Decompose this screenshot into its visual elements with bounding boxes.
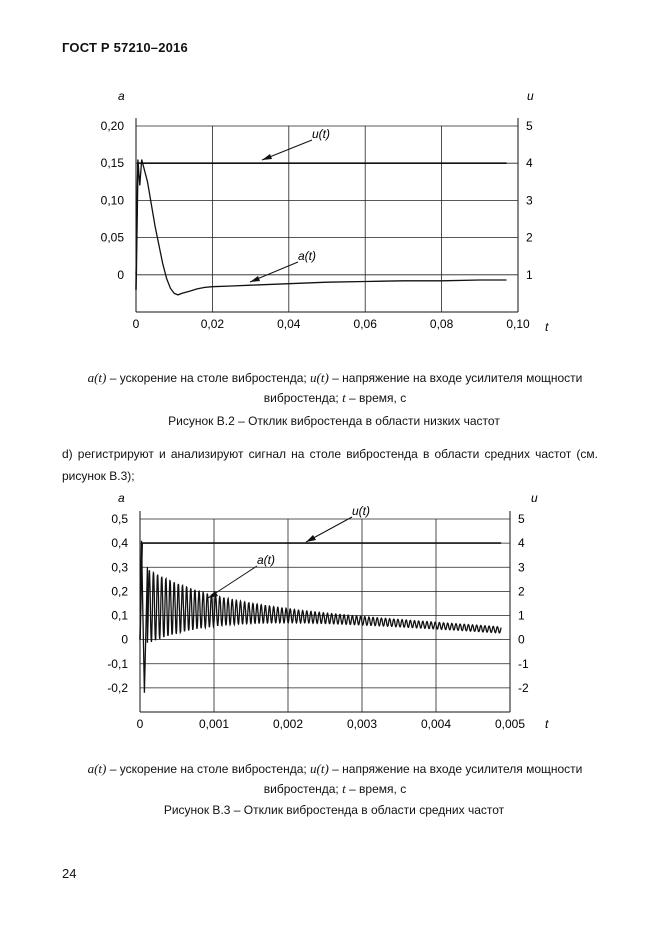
chart1-y-right-tick-label: 1 [526,267,533,282]
chart1-y-left-tick-label: 0,05 [100,230,124,245]
chart2-y-right-tick-label: 2 [518,584,525,599]
figure-b2-title: Рисунок В.2 – Отклик вибростенда в области низких частот [168,414,500,428]
chart1-y-left-tick-label: 0 [117,267,124,282]
chart2-x-tick-label: 0,005 [494,717,526,731]
chart2-y-right-label: u [531,491,538,505]
chart2-y-left-tick-label: 0,3 [111,560,128,575]
chart1-grid [136,118,518,312]
chart1-arrow-a [250,276,260,282]
chart2-y-right-tick-label: 1 [518,608,525,623]
body-paragraph: d) регистрируют и анализируют сигнал на столе вибростенда в области средних частот (см. рисунок В.3); [62,447,598,483]
chart2-x-label: t [545,717,549,731]
chart1-y-right-tick-label: 4 [526,156,533,171]
chart1-y-right-tick-label: 5 [526,119,533,133]
chart1-x-tick-label: 0,10 [506,317,530,331]
caption-u-text: – напряжение на входе усилителя мощности вибростенда; [263,371,583,405]
chart1-y-right-tick-label: 2 [526,230,533,245]
chart1-y-right-label: u [527,89,534,103]
chart2-y-right-tick-label: -2 [518,680,529,695]
chart2-annotation-u: u(t) [352,504,370,518]
chart2-y-right-tick-label: 5 [518,512,525,526]
chart1-ticks [101,119,533,331]
chart2-y-left-tick-label: 0,5 [111,512,128,526]
chart1-x-label: t [545,320,549,334]
chart1-annotation-u: u(t) [312,127,330,141]
chart1-x-tick-label: 0,02 [200,317,225,331]
chart2-x-tick-label: 0,004 [420,717,452,731]
chart2-y-left-tick-label: 0,1 [111,608,128,623]
caption-a-text: – ускорение на столе вибростенда; [106,762,311,776]
chart2-y-right-tick-label: 0 [518,632,525,647]
chart1-x-tick-label: 0,08 [429,317,454,331]
chart1-y-left-tick-label: 0,10 [100,193,124,208]
caption-t-symbol: t [342,390,346,405]
chart1-y-left-tick-label: 0,15 [100,156,124,171]
chart2-y-left-label: a [118,491,125,505]
figure-b2-chart [90,84,570,339]
chart2-x-tick-label: 0,003 [346,717,378,731]
page-number: 24 [62,866,77,881]
figure-b3-legend [70,759,600,799]
chart1-y-left-tick-label: 0,20 [100,119,124,133]
caption-a-symbol: a(t) [87,370,107,385]
caption-a-text: – ускорение на столе вибростенда; [106,371,311,385]
caption-u-symbol: u(t) [310,761,329,776]
chart2-x-tick-label: 0,001 [198,717,230,731]
chart1-x-tick-label: 0,04 [277,317,301,331]
chart1-y-right-tick-label: 3 [526,193,533,208]
chart1-x-tick-label: 0,06 [353,317,377,331]
caption-a-symbol: a(t) [87,761,107,776]
chart2-y-right-tick-label: 3 [518,560,525,575]
document-header: ГОСТ Р 57210–2016 [62,40,188,55]
caption-t-text: – время, с [345,391,407,405]
figure-b3-chart [90,490,570,735]
chart2-x-tick-label: 0,002 [272,717,304,731]
chart2-series [140,541,501,693]
chart1-series-ut [136,163,507,290]
chart2-y-left-tick-label: 0 [121,632,128,647]
chart2-y-left-tick-label: -0,1 [107,656,128,671]
chart2-y-right-tick-label: 4 [518,536,525,551]
chart1-arrow-u [262,154,272,160]
chart1-annotation-a: a(t) [298,249,316,263]
chart1-y-left-label: a [118,89,125,103]
caption-u-text: – напряжение на входе усилителя мощности вибростенда; [263,762,583,796]
chart1-x-tick-label: 0 [132,317,140,331]
caption-u-symbol: u(t) [310,370,329,385]
chart2-series-at [140,541,501,693]
figure-b2-legend [70,368,600,408]
chart2-y-left-tick-label: 0,4 [111,536,128,551]
caption-t-text: – время, с [345,782,407,796]
figure-b3-title: Рисунок В.3 – Отклик вибростенда в области средних частот [163,803,505,817]
caption-t-symbol: t [342,781,346,796]
chart2-y-left-tick-label: -0,2 [107,680,128,695]
chart2-arrow-u [306,535,316,542]
chart2-annotation-a: a(t) [257,553,275,567]
chart2-y-left-tick-label: 0,2 [111,584,128,599]
chart2-x-tick-label: 0 [136,717,144,731]
chart2-y-right-tick-label: -1 [518,656,529,671]
